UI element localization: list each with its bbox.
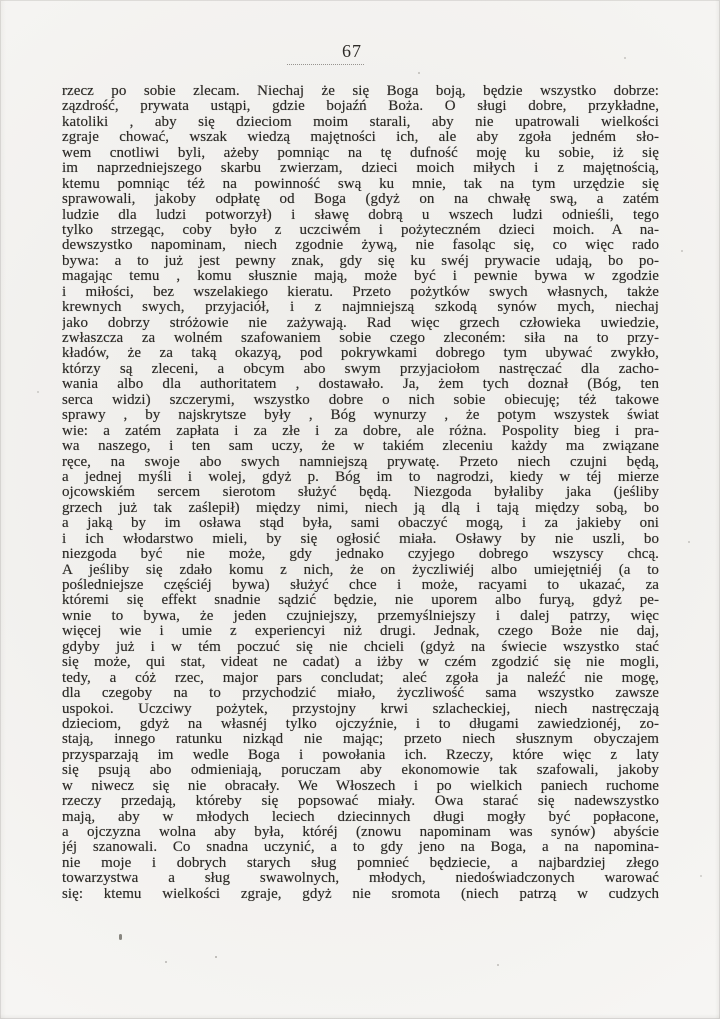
text-line: tedy, a cóż rzec, major pars concludat; aleć zgoła ja naleźć nie mogę,	[62, 670, 659, 686]
text-line: bywa: a to już jest pewny znak, gdy się ku swéj prywacie udają, bo po-	[62, 253, 659, 269]
text-line: sprawy , by najskrytsze były , Bóg wynurzy , że potym wszystek świat	[62, 408, 659, 424]
text-line: A jeśliby się zdało komu z nich, że on życzliwiéj albo umiejętniéj (a to	[62, 562, 659, 578]
text-line: wnie to bywa, że jeden czujniejszy, przemyślniejszy i dalej patrzy, więc	[62, 608, 659, 624]
page-number: 67	[342, 41, 362, 61]
scan-speck	[215, 956, 217, 958]
scan-speck	[119, 934, 122, 940]
text-line: ludzie dla ludzi potworzył) i sławę dobrą u wszech ludzi odnieśli, tego	[62, 207, 659, 223]
text-line: ktemu pomniąc téż na powinność swą ku mnie, tak na tym urzędzie się	[62, 176, 659, 192]
text-line: magając temu , komu słusznie mają, może być i pewnie bywa w zgodzie	[62, 269, 659, 285]
text-line: i ich włodarstwo mieli, by się ogłosić miała. Osławy by nie uszli, bo	[62, 531, 659, 547]
text-line: zwłaszcza za wolném szafowaniem sobie czego zleconém: siła na to przy-	[62, 331, 659, 346]
text-line: którzy są zleceni, a obcym abo swym przyjaciołom nastręczać dla zacho-	[62, 361, 659, 377]
text-line: grzech już tak zaślepił) między nimi, niech ją dlą i tają między sobą, bo	[62, 500, 659, 516]
text-line: ręce, na swoje abo swych namniejszą prywatę. Przeto niech czujni będą,	[62, 454, 659, 470]
text-line: sprawowali, jakoby odpłatę od Boga (gdyż on na chwałę swą, a zatém	[62, 192, 659, 208]
text-line: któremi się effekt snadnie sądzić będzie, nie uporem albo furyą, gdyż pe-	[62, 593, 659, 609]
text-line: dla czegoby na to przychodzić miało, życzliwość sama wszystko zawsze	[62, 686, 659, 702]
text-line: wie: a zatém zapłata i za złe i za dobre, ale różna. Pospolity bieg i pra-	[62, 423, 659, 439]
text-line: nie moje i dobrych starych sług pomnieć będziecie, a najbardziej złego	[62, 855, 659, 871]
text-line: się: ktemu wielkości zgraje, gdyż nie sromota (niech patrzą w cudzych	[62, 886, 659, 902]
scan-speck	[418, 72, 420, 74]
scan-speck	[700, 875, 702, 877]
text-line: stają, innego ratunku nizkąd nie mając; przeto niech słusznym obyczajem	[62, 732, 659, 748]
text-line: ojcowskiém sercem sierotom służyć będą. Niezgoda byłaliby jaka (jeśliby	[62, 485, 659, 501]
text-line: więcej wie i umie z experiencyi niż drugi. Jednak, czego Boże nie daj,	[62, 624, 659, 640]
text-line: im naprzedniejszego skarbu zwierzam, dzieci moich miłych i z majętnością,	[62, 161, 659, 177]
text-line: wania albo dla authoritatem , dostawało. Ja, żem tych doznał (Bóg, ten	[62, 377, 659, 393]
text-line: tylko strzegąc, coby było z uczciwém i pożyteczném dzieci moich. A na-	[62, 222, 659, 238]
text-line: wem cnotliwi byli, ażeby pomniąc na tę dufność moję ku sobie, iż się	[62, 145, 659, 161]
text-line: mają, aby w młodych leciech dziecinnych długi mogły być popłacone,	[62, 809, 659, 825]
text-line: się może, qui stat, videat ne cadat) a iżby w czém zgodzić się nie mogli,	[62, 655, 659, 671]
text-line: pośledniejsze częściéj bywa) służyć chce i może, racyami to ukazać, za	[62, 578, 659, 593]
text-line: jako dobrzy stróżowie nie zażywają. Rad więc grzech człowieka uwiedzie,	[62, 315, 659, 331]
text-line: a jednej myśli i wolej, gdyż p. Bóg im to nagrodzi, kiedy w téj mierze	[62, 469, 659, 485]
text-line: dewszystko napominam, niech zgodnie żywą, nie fasoląc się, co więc rado	[62, 238, 659, 254]
scan-speck	[624, 57, 626, 59]
scan-speck	[688, 541, 690, 543]
text-line: rzecz po sobie zlecam. Niechaj że się Boga boją, będzie wszystko dobrze:	[62, 84, 659, 99]
scan-speck	[165, 961, 167, 963]
text-line: towarzystwa a sług swawolnych, młodych, niedoświadczonych warować	[62, 871, 659, 887]
text-line: kładów, że za taką okazyą, pod pokrywkami dobrego tym ubywać zwykło,	[62, 346, 659, 362]
scan-speck	[37, 391, 39, 393]
text-line: się psują abo odmieniają, poruczam aby ekonomowie tak szafowali, jakoby	[62, 763, 659, 779]
text-line: jéj szanowali. Co snadna uczynić, a to gdy jeno na Boga, a na napomina-	[62, 840, 659, 856]
text-line: katoliki , aby się dzieciom moim starali, aby nie upatrowali wielkości	[62, 114, 659, 130]
text-line: przysparzają im wedle Boga i powołania ich. Rzeczy, które więc z laty	[62, 747, 659, 763]
scan-speck	[681, 250, 683, 252]
text-line: a ojczyzna wolna aby była, któréj (znowu napominam was synów) abyście	[62, 825, 659, 840]
scan-speck	[497, 964, 499, 966]
text-line: niezgoda być nie może, gdy jednako czyjego dobrego wszyscy chcą.	[62, 547, 659, 563]
text-line: dzieciom, gdyż na własnéj tylko ojczyźnie, i to długami zawiedzionéj, zo-	[62, 716, 659, 732]
text-line: serca widzi) szczerymi, wszystko dobre o nich sobie obiecuję; téż takowe	[62, 392, 659, 408]
text-line: zązdrość, prywata ustąpi, gdzie bojaźń Boża. O sługi dobre, przykładne,	[62, 99, 659, 115]
body-text	[62, 84, 659, 902]
text-line: rzeczy przedają, któreby się popsować miały. Owa starać się nadewszystko	[62, 794, 659, 810]
text-line: w niwecz się nie obracały. We Włoszech i po wielkich paniech ruchome	[62, 778, 659, 794]
text-line: a jaką by im osława stąd była, sami obaczyć mogą, i za jakieby oni	[62, 516, 659, 532]
page-number-rule	[287, 64, 364, 65]
text-line: krewnych swych, przyjaciół, i z najmniejszą szkodą synów mych, niechaj	[62, 300, 659, 316]
text-line: i miłości, bez wszelakiego kieratu. Przeto pożytków swych własnych, także	[62, 284, 659, 300]
text-line: wa naszego, i ten sam uczy, że w takiém zleceniu każdy ma związane	[62, 439, 659, 455]
text-line: uspokoi. Uczciwy pożytek, przystojny krwi szlacheckiej, niech nastręczają	[62, 701, 659, 717]
text-line: zgraje chować, wszak wiedzą majętności ich, ale aby zgoła jedném sło-	[62, 130, 659, 146]
text-line: gdyby już i w tém poczuć się nie chcieli (gdyż na świecie wszystko stać	[62, 639, 659, 655]
